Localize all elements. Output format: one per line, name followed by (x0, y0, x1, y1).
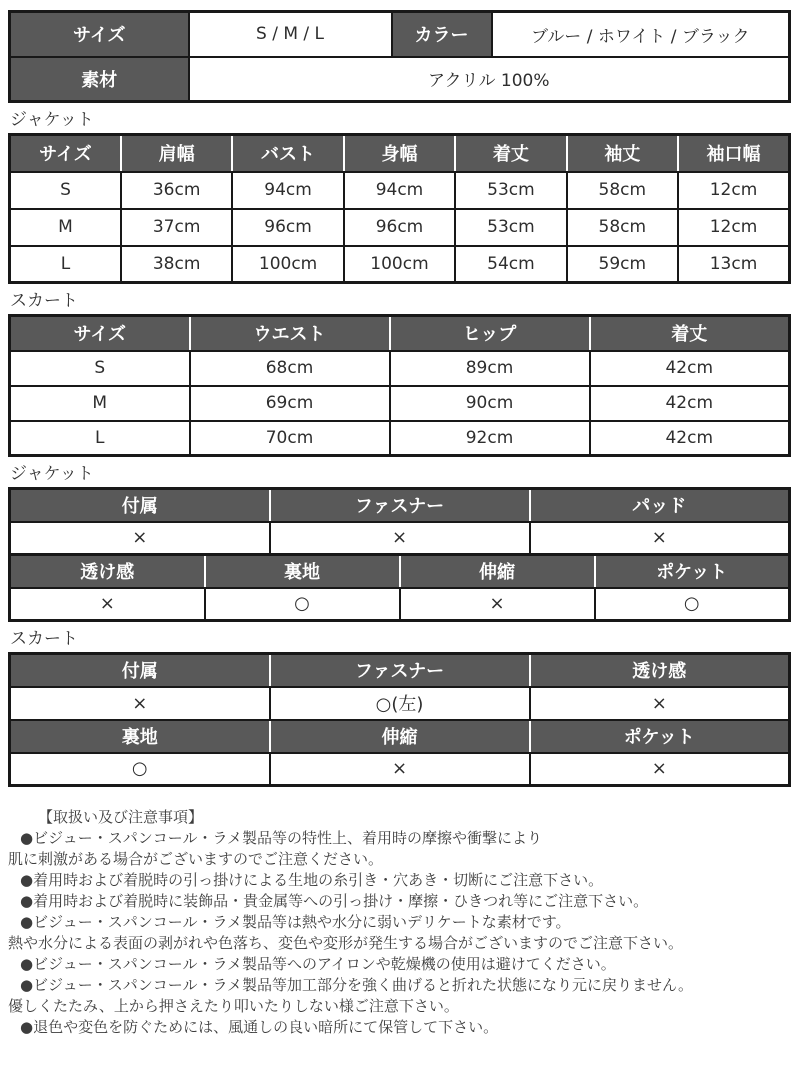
measure-cell: 94cm (344, 172, 455, 209)
feature-header: パッド (530, 489, 790, 522)
color-value: ブルー / ホワイト / ブラック (492, 12, 790, 57)
feature-header: ファスナー (270, 489, 530, 522)
size-cell: L (10, 421, 190, 456)
care-note-line: 熱や水分による表面の剥がれや色落ち、変色や変形が発生する場合がございますのでご注意下さい。 (8, 934, 684, 952)
column-header: ウエスト (190, 316, 390, 351)
care-note-line: ●退色や変色を防ぐためには、風通しの良い暗所にて保管して下さい。 (20, 1018, 499, 1036)
table-row (10, 588, 790, 621)
feature-header: ポケット (595, 555, 790, 588)
measure-cell: 89cm (390, 351, 590, 386)
feature-value: × (530, 687, 790, 720)
material-value: アクリル 100% (189, 57, 790, 102)
measure-cell: 13cm (678, 246, 789, 283)
measure-cell: 59cm (567, 246, 678, 283)
table-row (10, 172, 790, 209)
table-row (10, 351, 790, 386)
feature-header: 裏地 (10, 720, 270, 753)
table-row (10, 522, 790, 555)
column-header: 袖口幅 (678, 135, 789, 172)
feature-header: ファスナー (270, 654, 530, 687)
measure-cell: 37cm (121, 209, 232, 246)
column-header: サイズ (10, 316, 190, 351)
feature-header: 透け感 (530, 654, 790, 687)
measure-cell: 53cm (455, 172, 566, 209)
care-note-line: ●ビジュー・スパンコール・ラメ製品等の特性上、着用時の摩擦や衝撃により (20, 829, 543, 847)
column-header: 着丈 (455, 135, 566, 172)
measure-cell: 58cm (567, 209, 678, 246)
care-note-line: ●ビジュー・スパンコール・ラメ製品等は熱や水分に弱いデリケートな素材です。 (20, 913, 571, 931)
skirt-size-section-label: スカート (10, 291, 78, 311)
feature-value: × (530, 753, 790, 786)
info-table (8, 10, 791, 103)
jacket-features-table-bottom (8, 553, 791, 622)
table-row (10, 209, 790, 246)
measure-cell: 53cm (455, 209, 566, 246)
size-value: S / M / L (189, 12, 392, 57)
feature-value: ○(左) (270, 687, 530, 720)
feature-header: ポケット (530, 720, 790, 753)
care-notes-title: 【取扱い及び注意事項】 (38, 808, 204, 826)
table-row (10, 421, 790, 456)
care-note-line: 肌に刺激がある場合がございますのでご注意ください。 (8, 850, 384, 868)
feature-header: 付属 (10, 489, 270, 522)
care-note-line: ●ビジュー・スパンコール・ラメ製品等加工部分を強く曲げると折れた状態になり元に戻りません。 (20, 976, 693, 994)
feature-value: × (10, 588, 205, 621)
measure-cell: 42cm (590, 386, 790, 421)
measure-cell: 100cm (344, 246, 455, 283)
jacket-features-table-top (8, 487, 791, 556)
care-notes (8, 807, 791, 1038)
table-row (10, 246, 790, 283)
jacket-size-table (8, 133, 791, 284)
size-label: サイズ (10, 12, 189, 57)
measure-cell: 100cm (232, 246, 343, 283)
table-row (10, 753, 790, 786)
column-header: 肩幅 (121, 135, 232, 172)
column-header: 袖丈 (567, 135, 678, 172)
jacket-features-section-label: ジャケット (10, 464, 94, 484)
measure-cell: 90cm (390, 386, 590, 421)
care-note-line: ●着用時および着脱時に装飾品・貴金属等への引っ掛け・摩擦・ひきつれ等にご注意下さい。 (20, 892, 649, 910)
measure-cell: 38cm (121, 246, 232, 283)
column-header: ヒップ (390, 316, 590, 351)
size-cell: S (10, 351, 190, 386)
feature-value: ○ (205, 588, 400, 621)
measure-cell: 92cm (390, 421, 590, 456)
feature-value: × (10, 687, 270, 720)
table-row (10, 386, 790, 421)
size-cell: M (10, 386, 190, 421)
measure-cell: 96cm (232, 209, 343, 246)
size-cell: S (10, 172, 121, 209)
measure-cell: 58cm (567, 172, 678, 209)
skirt-size-table (8, 314, 791, 457)
feature-header: 付属 (10, 654, 270, 687)
column-header: 身幅 (344, 135, 455, 172)
measure-cell: 12cm (678, 209, 789, 246)
measure-cell: 12cm (678, 172, 789, 209)
measure-cell: 42cm (590, 351, 790, 386)
size-cell: M (10, 209, 121, 246)
column-header: サイズ (10, 135, 121, 172)
material-label: 素材 (10, 57, 189, 102)
skirt-features-table (8, 652, 791, 787)
measure-cell: 94cm (232, 172, 343, 209)
jacket-size-section-label: ジャケット (10, 110, 94, 130)
table-row (10, 687, 790, 720)
column-header: バスト (232, 135, 343, 172)
feature-value: × (400, 588, 595, 621)
feature-value: × (270, 522, 530, 555)
color-label: カラー (392, 12, 492, 57)
measure-cell: 68cm (190, 351, 390, 386)
feature-header: 透け感 (10, 555, 205, 588)
feature-value: ○ (595, 588, 790, 621)
measure-cell: 70cm (190, 421, 390, 456)
care-note-line: ●ビジュー・スパンコール・ラメ製品等へのアイロンや乾燥機の使用は避けてください。 (20, 955, 616, 973)
measure-cell: 36cm (121, 172, 232, 209)
feature-value: ○ (10, 753, 270, 786)
measure-cell: 54cm (455, 246, 566, 283)
feature-header: 伸縮 (270, 720, 530, 753)
care-note-line: 優しくたたみ、上から押さえたり叩いたりしない様ご注意下さい。 (8, 997, 459, 1015)
feature-header: 伸縮 (400, 555, 595, 588)
measure-cell: 42cm (590, 421, 790, 456)
feature-value: × (10, 522, 270, 555)
skirt-features-section-label: スカート (10, 629, 78, 649)
column-header: 着丈 (590, 316, 790, 351)
size-cell: L (10, 246, 121, 283)
feature-header: 裏地 (205, 555, 400, 588)
feature-value: × (270, 753, 530, 786)
care-note-line: ●着用時および着脱時の引っ掛けによる生地の糸引き・穴あき・切断にご注意下さい。 (20, 871, 604, 889)
measure-cell: 96cm (344, 209, 455, 246)
feature-value: × (530, 522, 790, 555)
measure-cell: 69cm (190, 386, 390, 421)
